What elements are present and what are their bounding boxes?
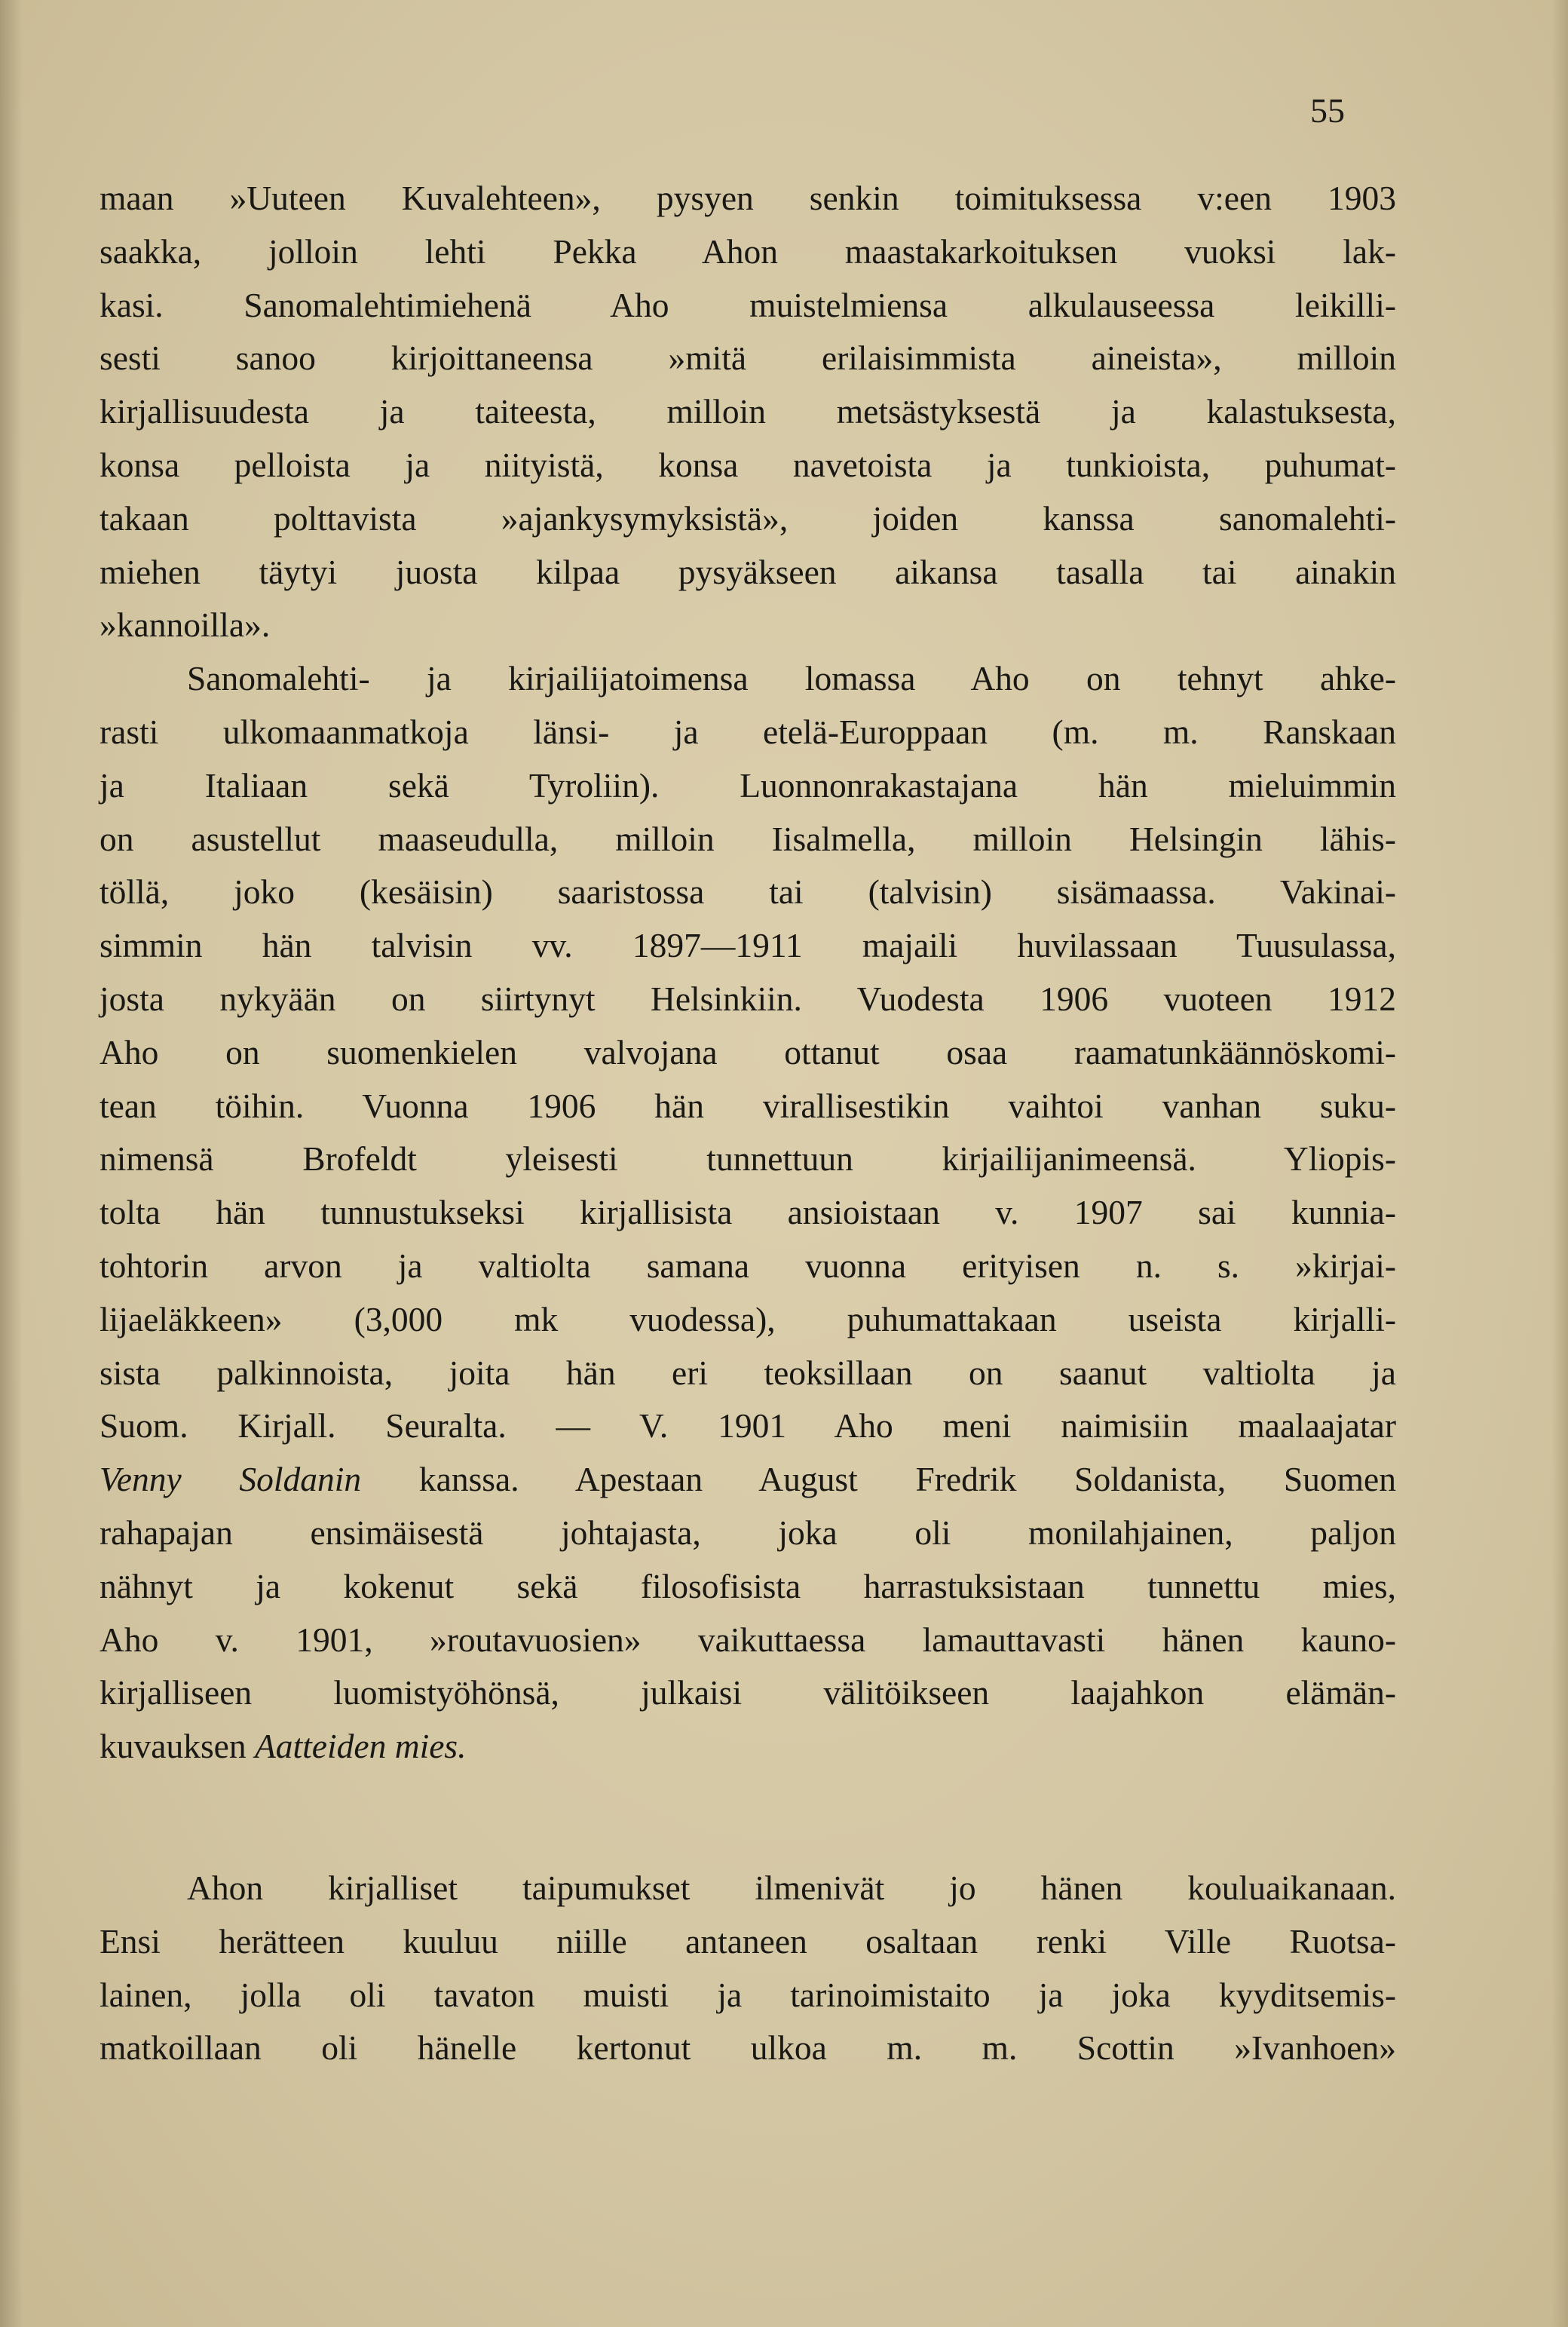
- text-line: rasti ulkomaanmatkoja länsi- ja etelä-Europpaan (m. m. Ranskaan: [100, 712, 1396, 751]
- paragraph-2: [100, 652, 1396, 1774]
- text-line: Ensi herätteen kuuluu niille antaneen osaltaan renki Ville Ruotsa-: [100, 1921, 1396, 1961]
- text-line: Sanomalehti- ja kirjailijatoimensa lomassa Aho on tehnyt ahke-: [187, 659, 1396, 698]
- text-line: simmin hän talvisin vv. 1897—1911 majaili huvilassaan Tuusulassa,: [100, 926, 1396, 965]
- italic-book-title: Aatteiden mies.: [254, 1727, 467, 1766]
- paragraph-1: [100, 172, 1396, 652]
- text-line: tohtorin arvon ja valtiolta samana vuonna erityisen n. s. »kirjai-: [100, 1246, 1396, 1285]
- text-line: ja Italiaan sekä Tyroliin). Luonnonrakastajana hän mieluimmin: [100, 765, 1396, 805]
- body-text: [100, 172, 1396, 2075]
- text-line: takaan polttavista »ajankysymyksistä», joiden kanssa sanomalehti-: [100, 498, 1396, 538]
- text-line: tolta hän tunnustukseksi kirjallisista ansioistaan v. 1907 sai kunnia-: [100, 1193, 1396, 1232]
- text-line: sesti sanoo kirjoittaneensa »mitä erilaisimmista aineista», milloin: [100, 339, 1396, 378]
- text-line: matkoillaan oli hänelle kertonut ulkoa m. m. Scottin »Ivanhoen»: [100, 2028, 1396, 2068]
- text-line: Aho on suomenkielen valvojana ottanut osaa raamatunkäännöskomi-: [100, 1032, 1396, 1072]
- text-line: miehen täytyi juosta kilpaa pysyäkseen aikansa tasalla tai ainakin: [100, 552, 1396, 591]
- page-edge-right: [1551, 0, 1568, 2327]
- text-line: kasi. Sanomalehtimiehenä Aho muistelmiensa alkulauseessa leikilli-: [100, 285, 1396, 324]
- section-gap: [100, 1774, 1396, 1862]
- text-line: nähnyt ja kokenut sekä filosofisista harrastuksistaan tunnettu mies,: [100, 1566, 1396, 1605]
- text-line: lijaeläkkeen» (3,000 mk vuodessa), puhumattakaan useista kirjalli-: [100, 1299, 1396, 1338]
- text-fragment: kuvauksen: [100, 1727, 255, 1766]
- paragraph-3: [100, 1862, 1396, 2075]
- text-line: Ahon kirjalliset taipumukset ilmenivät jo hänen kouluaikanaan.: [187, 1868, 1396, 1907]
- text-line: Suom. Kirjall. Seuralta. — V. 1901 Aho meni naimisiin maalaajatar: [100, 1406, 1396, 1446]
- text-line: saakka, jolloin lehti Pekka Ahon maastakarkoituksen vuoksi lak-: [100, 231, 1396, 271]
- text-line: Aho v. 1901, »routavuosien» vaikuttaessa lamauttavasti hänen kauno-: [100, 1620, 1396, 1659]
- text-line: kirjalliseen luomistyöhönsä, julkaisi välitöikseen laajahkon elämän-: [100, 1673, 1396, 1712]
- text-line: kirjallisuudesta ja taiteesta, milloin metsästyksestä ja kalastuksesta,: [100, 392, 1396, 431]
- italic-name: Venny Soldanin: [100, 1460, 362, 1499]
- page-edge-left: [0, 0, 23, 2327]
- text-line: töllä, joko (kesäisin) saaristossa tai (talvisin) sisämaassa. Vakinai-: [100, 872, 1396, 912]
- page-number: 55: [1310, 91, 1345, 130]
- text-line: rahapajan ensimäisestä johtajasta, joka oli monilahjainen, paljon: [100, 1513, 1396, 1552]
- text-line: nimensä Brofeldt yleisesti tunnettuun kirjailijanimeensä. Yliopis-: [100, 1139, 1396, 1179]
- text-fragment: kanssa. Apestaan August Fredrik Soldanista, Suomen: [361, 1460, 1396, 1499]
- text-line: tean töihin. Vuonna 1906 hän virallisestikin vaihtoi vanhan suku-: [100, 1086, 1396, 1125]
- text-line-with-title: [100, 1720, 1396, 1774]
- text-line: maan »Uuteen Kuvalehteen», pysyen senkin toimituksessa v:een 1903: [100, 179, 1396, 217]
- text-line: josta nykyään on siirtynyt Helsinkiin. Vuodesta 1906 vuoteen 1912: [100, 979, 1396, 1018]
- text-line: »kannoilla».: [100, 606, 271, 645]
- text-line-with-name: [100, 1453, 1396, 1507]
- text-line: lainen, jolla oli tavaton muisti ja tarinoimistaito ja joka kyyditsemis-: [100, 1975, 1396, 2014]
- text-line: sista palkinnoista, joita hän eri teoksillaan on saanut valtiolta ja: [100, 1353, 1396, 1392]
- text-line: konsa pelloista ja niityistä, konsa navetoista ja tunkioista, puhumat-: [100, 445, 1396, 484]
- text-line: on asustellut maaseudulla, milloin Iisalmella, milloin Helsingin lähis-: [100, 819, 1396, 858]
